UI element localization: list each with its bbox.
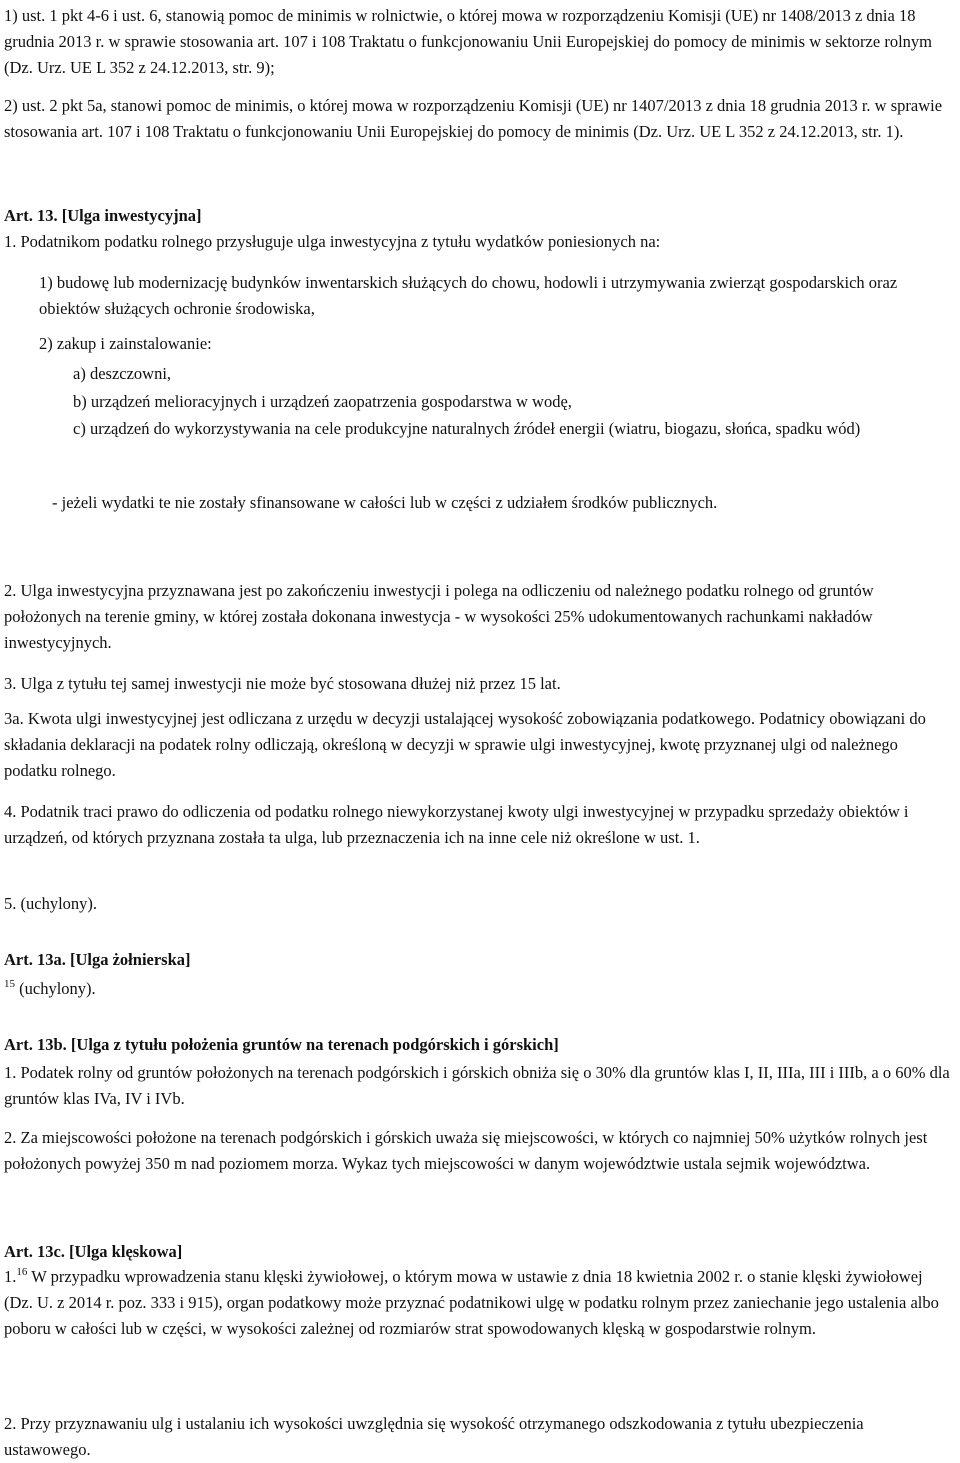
paragraph-text: (uchylony). [15, 979, 96, 998]
paragraph: 2. Za miejscowości położone na terenach podgórskich i górskich uważa się miejscowości, w których co najmniej 50% użytków rolnych jest położonych powyżej 350 m nad poziomem morza. Wykaz tych miejscowości w danym województwie ustala sejmik województwa. [4, 1128, 928, 1173]
paragraph: 2. Przy przyznawaniu ulg i ustalaniu ich wysokości uwzględnia się wysokość otrzymanego odszkodowania z tytułu ubezpieczenia ustawowego. [4, 1414, 864, 1459]
list-item: 2) zakup i zainstalowanie: [39, 334, 212, 353]
paragraph: 5. (uchylony). [4, 894, 98, 913]
paragraph: - jeżeli wydatki te nie zostały sfinansowane w całości lub w części z udziałem środków publicznych. [52, 493, 718, 512]
paragraph [4, 976, 954, 1002]
paragraph-text: W przypadku wprowadzenia stanu klęski żywiołowej, o którym mowa w ustawie z dnia 18 kwietnia 2002 r. o stanie klęski żywiołowej (Dz. U. z 2014 r. poz. 333 i 915), organ podatkowy może przyznać podatnikowi ulgę w podatku rolnym przez zaniechanie jego ustalenia albo poboru w całości lub w części, w wysokości zależnej od rozmiarów strat spowodowanych klęską w gospodarstwie rolnym. [4, 1267, 939, 1338]
article-heading: Art. 13a. [Ulga żołnierska] [4, 950, 191, 969]
list-item: a) deszczowni, [73, 364, 172, 383]
list-item: 2) ust. 2 pkt 5a, stanowi pomoc de minimis, o której mowa w rozporządzeniu Komisji (UE) nr 1407/2013 z dnia 18 grudnia 2013 r. w sprawie stosowania art. 107 i 108 Traktatu o funkcjonowaniu Unii Europejskiej do pomocy de minimis (Dz. Urz. UE L 352 z 24.12.2013, str. 1). [4, 96, 943, 141]
paragraph: 1. Podatnikom podatku rolnego przysługuje ulga inwestycyjna z tytułu wydatków poniesionych na: [4, 232, 661, 251]
list-item: c) urządzeń do wykorzystywania na cele produkcyjne naturalnych źródeł energii (wiatru, biogazu, słońca, spadku wód) [73, 419, 861, 438]
article-heading: Art. 13c. [Ulga klęskowa] [4, 1242, 183, 1261]
paragraph: 3a. Kwota ulgi inwestycyjnej jest odliczana z urzędu w decyzji ustalającej wysokość zobowiązania podatkowego. Podatnicy obowiązani do składania deklaracji na podatek rolny odliczają, określoną w decyzji w sprawie ulgi inwestycyjnej, kwotę przyznanej ulgi od należnego podatku rolnego. [4, 709, 926, 780]
footnote-marker: 15 [4, 978, 15, 990]
paragraph [4, 1264, 954, 1342]
list-item: 1) budowę lub modernizację budynków inwentarskich służących do chowu, hodowli i utrzymywania zwierząt gospodarskich oraz obiektów służących ochronie środowiska, [39, 273, 898, 318]
footnote-marker: 16 [16, 1266, 28, 1278]
paragraph: 1. Podatek rolny od gruntów położonych na terenach podgórskich i górskich obniża się o 30% dla gruntów klas I, II, IIIa, III i IIIb, a o 60% dla gruntów klas IVa, IV i IVb. [4, 1063, 950, 1108]
paragraph: 4. Podatnik traci prawo do odliczenia od podatku rolnego niewykorzystanej kwoty ulgi inwestycyjnej w przypadku sprzedaży obiektów i urządzeń, od których przyznana została ta ulga, lub przeznaczenia ich na inne cele niż określone w ust. 1. [4, 802, 909, 847]
list-item: b) urządzeń melioracyjnych i urządzeń zaopatrzenia gospodarstwa w wodę, [73, 392, 572, 411]
article-heading: Art. 13b. [Ulga z tytułu położenia gruntów na terenach podgórskich i górskich] [4, 1035, 559, 1054]
paragraph: 2. Ulga inwestycyjna przyznawana jest po zakończeniu inwestycji i polega na odliczeniu od należnego podatku rolnego od gruntów położonych na terenie gminy, w której została dokonana inwestycja - w wysokości 25% udokumentowanych rachunkami nakładów inwestycyjnych. [4, 581, 874, 652]
paragraph: 3. Ulga z tytułu tej samej inwestycji nie może być stosowana dłużej niż przez 15 lat. [4, 674, 561, 693]
list-item: 1) ust. 1 pkt 4-6 i ust. 6, stanowią pomoc de minimis w rolnictwie, o której mowa w rozporządzeniu Komisji (UE) nr 1408/2013 z dnia 18 grudnia 2013 r. w sprawie stosowania art. 107 i 108 Traktatu o funkcjonowaniu Unii Europejskiej do pomocy de minimis w sektorze rolnym (Dz. Urz. UE L 352 z 24.12.2013, str. 9); [4, 6, 932, 77]
paragraph-number: 1. [4, 1267, 17, 1286]
article-heading: Art. 13. [Ulga inwestycyjna] [4, 206, 202, 225]
